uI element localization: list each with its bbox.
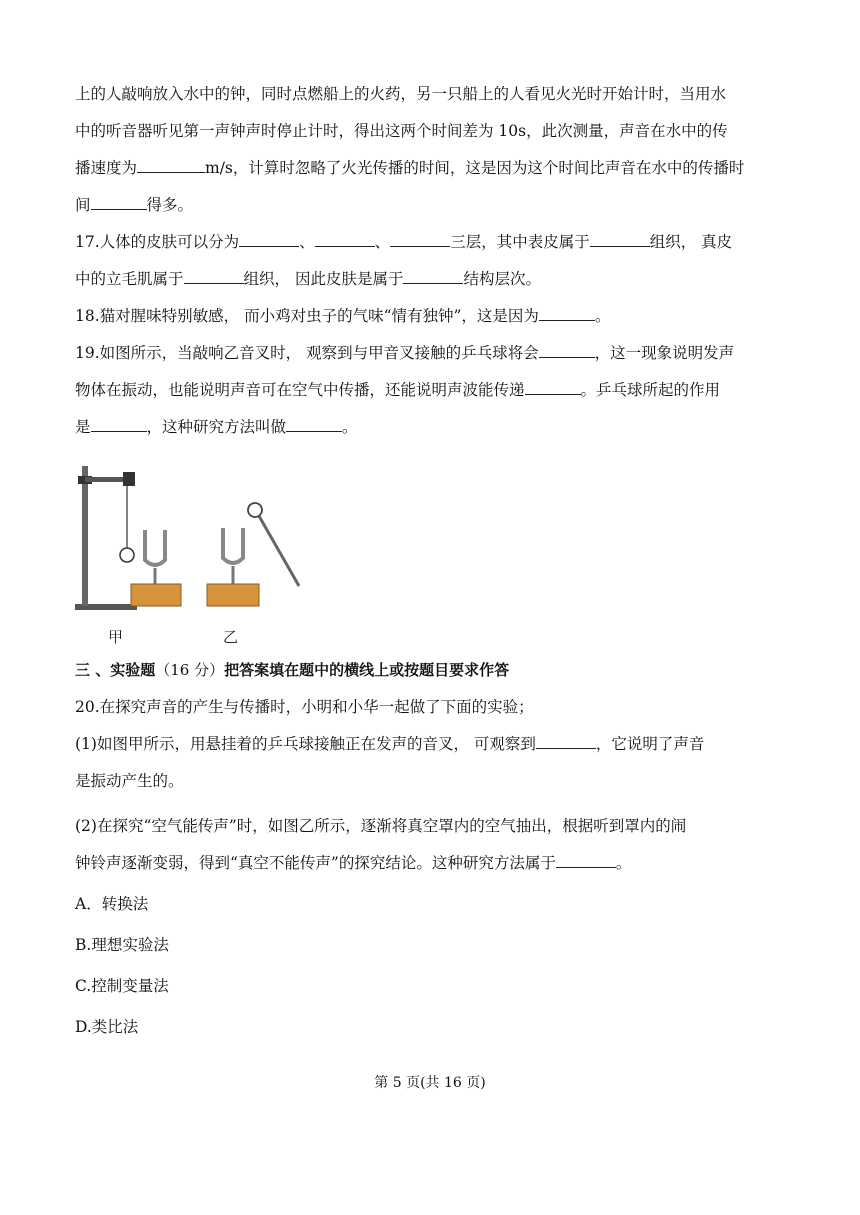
answer-blank[interactable] [390, 228, 450, 247]
answer-blank[interactable] [525, 376, 581, 395]
question-19: 19.如图所示，当敲响乙音叉时， 观察到与甲音叉接触的乒乓球将会 ，这一现象说明发声 [75, 335, 787, 372]
q16-line: 中的听音器听见第一声钟声时停止计时，得出这两个时间差为 10s，此次测量，声音在水中的传 [75, 122, 728, 140]
answer-blank[interactable] [536, 730, 596, 749]
answer-blank[interactable] [556, 849, 616, 868]
answer-blank[interactable] [539, 339, 595, 358]
stand-rod [82, 466, 88, 606]
answer-blank[interactable] [184, 265, 244, 284]
answer-blank[interactable] [315, 228, 375, 247]
answer-blank[interactable] [403, 265, 463, 284]
option-a[interactable]: A．转换法 [75, 895, 149, 913]
answer-blank[interactable] [91, 191, 147, 210]
page-content [75, 76, 787, 1046]
question-19-cont: 是 ，这种研究方法叫做 。 [75, 409, 787, 446]
question-17: 17.人体的皮肤可以分为 、 、 三层，其中表皮属于 组织， 真皮 [75, 224, 787, 261]
mallet-handle [259, 516, 299, 586]
resonance-box-yi [207, 584, 259, 606]
tuning-fork-jia [145, 530, 165, 565]
figure-label-jia: 甲 [108, 628, 124, 646]
answer-blank[interactable] [539, 302, 595, 321]
answer-blank[interactable] [91, 413, 147, 432]
q16-line: 间 得多。 [75, 187, 787, 224]
answer-blank[interactable] [239, 228, 299, 247]
question-19-cont: 物体在振动，也能说明声音可在空气中传播，还能说明声波能传递 。乒乓球所起的作用 [75, 372, 787, 409]
option-d[interactable]: D.类比法 [75, 1018, 139, 1036]
arm-clamp [123, 472, 135, 486]
question-20-part2-cont: 钟铃声逐渐变弱，得到“真空不能传声”的探究结论。这种研究方法属于 。 [75, 845, 787, 882]
tuning-fork-diagram [75, 456, 315, 652]
option-b[interactable]: B.理想实验法 [75, 936, 169, 954]
question-20-part1-cont: 是振动产生的。 [75, 772, 184, 790]
answer-blank[interactable] [590, 228, 650, 247]
section-heading: 三 、实验题（16 分）把答案填在题中的横线上或按题目要求作答 [75, 661, 510, 679]
tuning-fork-yi [223, 528, 243, 563]
answer-blank[interactable] [137, 154, 205, 173]
question-20-part1: (1)如图甲所示，用悬挂着的乒乓球接触正在发声的音叉， 可观察到 ，它说明了声音 [75, 726, 787, 763]
figure-label-yi: 乙 [223, 628, 239, 646]
mallet-head [248, 503, 262, 517]
question-20: 20.在探究声音的产生与传播时，小明和小华一起做了下面的实验； [75, 698, 534, 716]
page-footer: 第 5 页(共 16 页) [374, 1075, 486, 1091]
ping-pong-ball [120, 548, 134, 562]
question-20-part2: (2)在探究“空气能传声”时，如图乙所示，逐渐将真空罩内的空气抽出，根据听到罩内的闹 [75, 817, 687, 835]
stand-arm [85, 477, 127, 482]
option-c[interactable]: C.控制变量法 [75, 977, 169, 995]
tuning-fork-figure [75, 456, 787, 652]
q16-line: 播速度为 m/s，计算时忽略了火光传播的时间，这是因为这个时间比声音在水中的传播时 [75, 150, 787, 187]
answer-blank[interactable] [286, 413, 342, 432]
question-18: 18.猫对腥味特别敏感， 而小鸡对虫子的气味“情有独钟”，这是因为 。 [75, 298, 787, 335]
question-17-cont: 中的立毛肌属于 组织， 因此皮肤是属于 结构层次。 [75, 261, 787, 298]
q16-line: 上的人敲响放入水中的钟，同时点燃船上的火药，另一只船上的人看见火光时开始计时，当用水 [75, 85, 727, 103]
resonance-box-jia [131, 584, 181, 606]
